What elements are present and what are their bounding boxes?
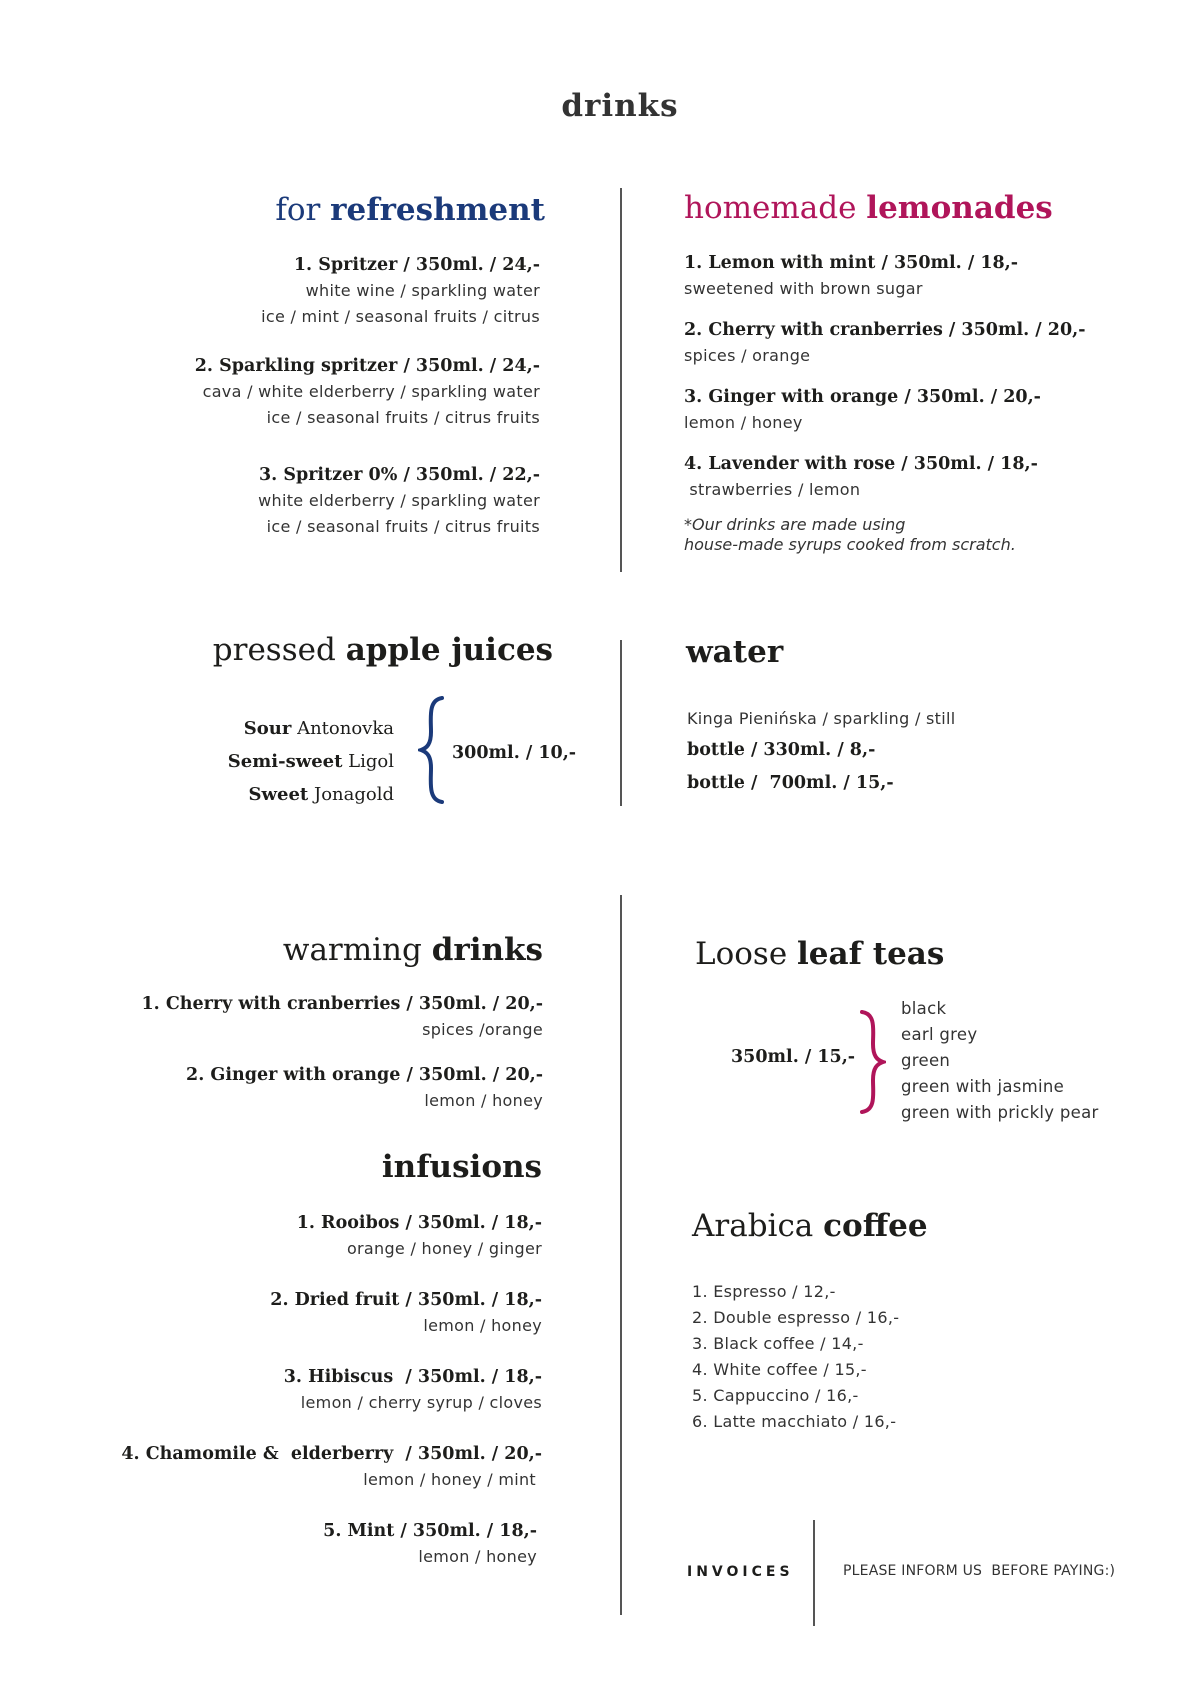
juice-variety [228, 778, 394, 811]
coffee-item: 4. White coffee / 15,- [692, 1360, 867, 1379]
item-desc: spices /orange [422, 1020, 543, 1039]
item-desc: ice / seasonal fruits / citrus fruits [266, 408, 540, 427]
juice-variety-name: Antonovka [297, 718, 394, 739]
warming-title [283, 932, 543, 968]
item-name: 1. Lemon with mint / 350ml. / 18,- [684, 253, 1019, 273]
invoices-message: PLEASE INFORM US BEFORE PAYING:) [843, 1563, 1116, 1579]
menu-item [121, 1210, 542, 1262]
tea-kind: earl grey [901, 1025, 978, 1044]
water-option: bottle / 700ml. / 15,- [687, 773, 894, 793]
item-desc: lemon / honey [684, 413, 803, 432]
menu-item [121, 1287, 542, 1339]
refreshment-title-light: for [275, 192, 321, 228]
coffee-item: 3. Black coffee / 14,- [692, 1334, 864, 1353]
warming-list [142, 991, 544, 1132]
water-title-bold: water [686, 634, 784, 670]
refreshment-title-bold: refreshment [330, 192, 545, 228]
item-desc: spices / orange [684, 346, 811, 365]
item-name: 3. Spritzer 0% / 350ml. / 22,- [258, 465, 540, 485]
item-desc: strawberries / lemon [684, 480, 861, 499]
juice-variety [228, 745, 394, 778]
juices-title-bold: apple juices [345, 632, 553, 668]
menu-item [142, 1062, 544, 1114]
page-title: drinks [561, 88, 679, 124]
divider-top [620, 188, 622, 572]
juices-title [213, 632, 553, 668]
invoices-label: INVOICES [687, 1564, 794, 1580]
item-name: 4. Lavender with rose / 350ml. / 18,- [684, 454, 1038, 474]
coffee-item: 2. Double espresso / 16,- [692, 1308, 900, 1327]
item-name: 2. Dried fruit / 350ml. / 18,- [270, 1290, 542, 1310]
menu-item [684, 384, 1086, 436]
refreshment-title [275, 192, 545, 228]
menu-item [195, 353, 540, 431]
juice-variety-type: Sour [243, 718, 292, 739]
teas-price: 350ml. / 15,- [731, 1047, 856, 1067]
item-name: 2. Sparkling spritzer / 350ml. / 24,- [194, 356, 540, 376]
item-name: 3. Ginger with orange / 350ml. / 20,- [684, 387, 1041, 407]
item-desc: ice / mint / seasonal fruits / citrus [261, 307, 540, 326]
juice-variety-type: Semi-sweet [227, 751, 343, 772]
divider-middle [620, 640, 622, 806]
divider-footer [813, 1520, 815, 1626]
water-option: bottle / 330ml. / 8,- [687, 740, 876, 760]
item-desc: lemon / honey / mint [363, 1470, 536, 1489]
item-name: 1. Rooibos / 350ml. / 18,- [296, 1213, 542, 1233]
menu-item [684, 250, 1086, 302]
menu-item [195, 252, 540, 330]
refreshment-list [195, 252, 540, 558]
item-desc: sweetened with brown sugar [684, 279, 923, 298]
item-desc: lemon / cherry syrup / cloves [300, 1393, 542, 1412]
water-list [687, 704, 955, 800]
coffee-title-bold: coffee [823, 1208, 928, 1244]
infusions-title-bold: infusions [381, 1149, 542, 1185]
item-desc: lemon / honey [423, 1316, 542, 1335]
teas-kinds [901, 996, 1099, 1126]
coffee-title [692, 1208, 928, 1244]
coffee-title-light: Arabica [692, 1208, 814, 1244]
coffee-item: 5. Cappuccino / 16,- [692, 1386, 859, 1405]
menu-item [142, 991, 544, 1043]
juices-brace-icon [418, 696, 446, 804]
warming-title-bold: drinks [431, 932, 543, 968]
item-name: 3. Hibiscus / 350ml. / 18,- [283, 1367, 542, 1387]
infusions-title [382, 1149, 542, 1185]
lemonades-note-line: *Our drinks are made using [684, 515, 906, 534]
juices-price: 300ml. / 10,- [452, 743, 577, 763]
coffee-item: 6. Latte macchiato / 16,- [692, 1412, 897, 1431]
lemonades-note-line: house-made syrups cooked from scratch. [684, 535, 1016, 554]
infusions-list [121, 1210, 542, 1588]
water-brand: Kinga Pienińska / sparkling / still [687, 709, 956, 728]
teas-title-bold: leaf teas [797, 936, 945, 972]
tea-kind: black [901, 999, 947, 1018]
water-title [686, 634, 783, 670]
menu-item [684, 317, 1086, 369]
lemonades-title-bold: lemonades [866, 190, 1053, 226]
item-desc: orange / honey / ginger [346, 1239, 542, 1258]
item-name: 1. Cherry with cranberries / 350ml. / 20,- [141, 994, 543, 1014]
menu-item [684, 451, 1086, 503]
item-desc: cava / white elderberry / sparkling water [202, 382, 540, 401]
divider-bottom [620, 895, 622, 1615]
item-desc: lemon / honey [424, 1091, 543, 1110]
tea-kind: green [901, 1051, 951, 1070]
menu-item [121, 1518, 542, 1570]
item-desc: lemon / honey [418, 1547, 537, 1566]
menu-item [195, 462, 540, 540]
juice-variety-type: Sweet [248, 784, 309, 805]
teas-title [695, 936, 944, 972]
item-name: 4. Chamomile & elderberry / 350ml. / 20,- [121, 1444, 542, 1464]
item-name: 2. Ginger with orange / 350ml. / 20,- [186, 1065, 543, 1085]
coffee-item: 1. Espresso / 12,- [692, 1282, 836, 1301]
item-desc: white elderberry / sparkling water [258, 491, 540, 510]
lemonades-title [684, 190, 1053, 226]
menu-item [121, 1441, 542, 1493]
item-name: 1. Spritzer / 350ml. / 24,- [293, 255, 540, 275]
juices-title-light: pressed [212, 632, 336, 668]
tea-kind: green with jasmine [901, 1077, 1065, 1096]
item-desc: white wine / sparkling water [305, 281, 540, 300]
tea-kind: green with prickly pear [901, 1103, 1099, 1122]
lemonades-title-light: homemade [684, 190, 857, 226]
coffee-list [692, 1279, 899, 1435]
item-name: 5. Mint / 350ml. / 18,- [323, 1521, 537, 1541]
teas-brace-icon [858, 1010, 886, 1114]
juices-varieties [228, 712, 394, 811]
item-desc: ice / seasonal fruits / citrus fruits [266, 517, 540, 536]
juice-variety [228, 712, 394, 745]
juice-variety-name: Jonagold [313, 784, 394, 805]
lemonades-list [684, 250, 1086, 555]
menu-item [121, 1364, 542, 1416]
warming-title-light: warming [282, 932, 422, 968]
juice-variety-name: Ligol [348, 751, 394, 772]
teas-title-light: Loose [695, 936, 788, 972]
item-name: 2. Cherry with cranberries / 350ml. / 20,- [684, 320, 1086, 340]
